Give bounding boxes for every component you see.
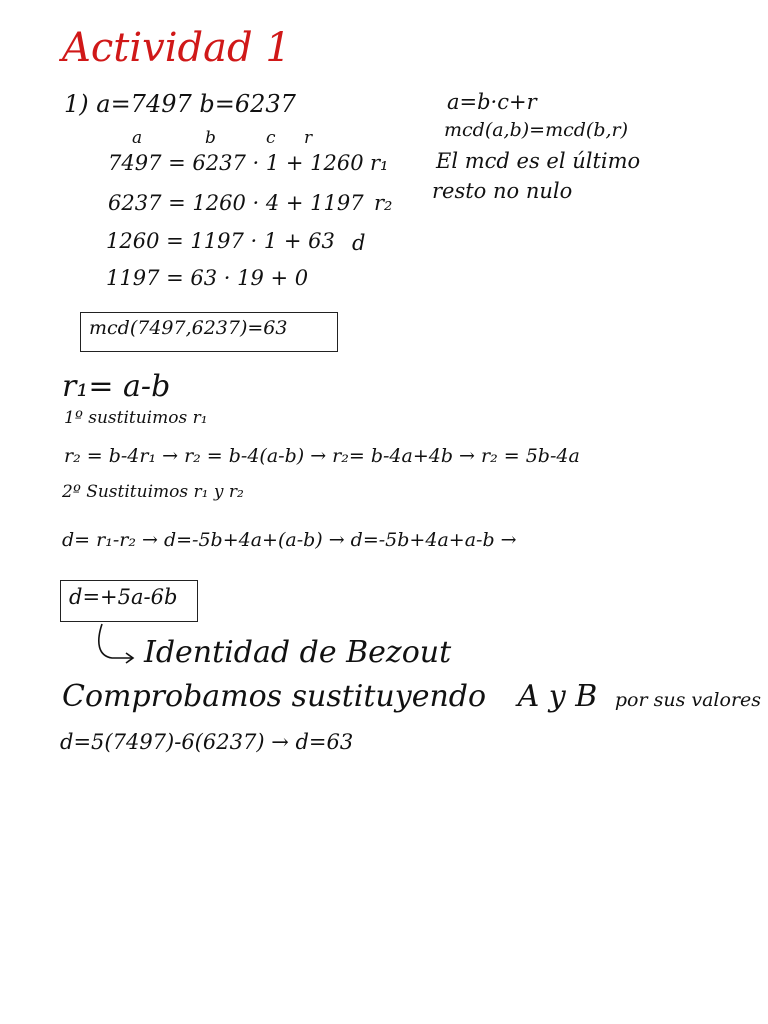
verification-heading — [62, 679, 762, 714]
r1-expression: r₁= a-b — [62, 369, 171, 404]
column-header-b: b — [205, 128, 216, 148]
division-step-1-tag: r₁ — [370, 151, 389, 175]
bezout-result-box — [60, 580, 198, 622]
hook-arrow-icon — [94, 622, 138, 668]
division-step-2: 6237 = 1260 · 4 + 1197 — [108, 191, 364, 215]
division-step-1: 7497 = 6237 · 1 + 1260 — [108, 151, 364, 175]
verification-heading-vars: A y B — [517, 679, 598, 714]
gcd-note-line-2: resto no nulo — [432, 179, 573, 203]
division-step-3-tag: d — [352, 231, 366, 255]
mcd-rule: mcd(a,b)=mcd(b,r) — [444, 119, 629, 141]
step-1-equation: r₂ = b-4r₁ → r₂ = b-4(a-b) → r₂= b-4a+4b → r₂ = 5b-4a — [64, 445, 580, 467]
gcd-result-box — [80, 312, 338, 352]
identity-label: Identidad de Bezout — [144, 635, 452, 670]
problem-statement: 1) a=7497 b=6237 — [64, 90, 296, 118]
step-2-equation: d= r₁-r₂ → d=-5b+4a+(a-b) → d=-5b+4a+a-b → — [62, 529, 517, 551]
page-title: Actividad 1 — [62, 25, 291, 71]
gcd-result: mcd(7497,6237)=63 — [89, 317, 288, 339]
verification-heading-main: Comprobamos sustituyendo — [62, 679, 487, 714]
division-formula: a=b·c+r — [447, 90, 537, 114]
division-step-2-tag: r₂ — [374, 191, 393, 215]
verification-equation: d=5(7497)-6(6237) → d=63 — [60, 730, 354, 754]
bezout-result: d=+5a-6b — [69, 585, 178, 609]
division-step-3: 1260 = 1197 · 1 + 63 — [106, 229, 335, 253]
gcd-note-line-1: El mcd es el último — [436, 149, 641, 173]
division-step-4: 1197 = 63 · 19 + 0 — [106, 266, 309, 290]
step-1-label: 1º sustituimos r₁ — [64, 408, 208, 428]
step-2-label: 2º Sustituimos r₁ y r₂ — [62, 482, 244, 502]
verification-heading-tail: por sus valores — [614, 689, 762, 711]
column-header-r: r — [304, 128, 313, 148]
column-header-c: c — [266, 128, 276, 148]
column-header-a: a — [132, 128, 143, 148]
